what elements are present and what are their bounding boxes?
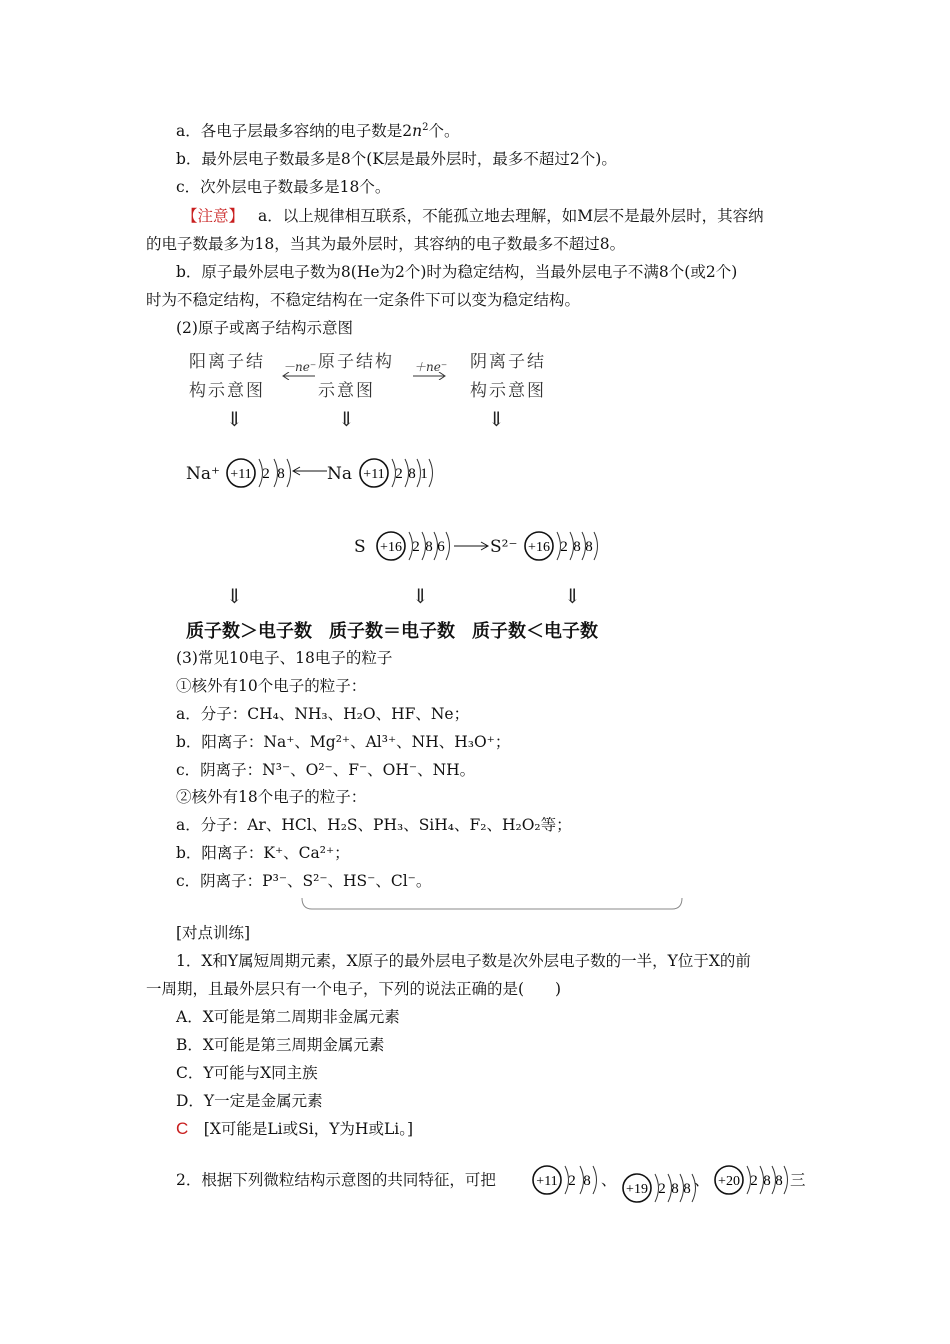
svg-text:2: 2: [395, 466, 403, 482]
section3-title: (3)常见10电子、18电子的粒子: [176, 649, 393, 667]
svg-text:2: 2: [560, 539, 568, 555]
eighteen-a: a．分子：Ar、HCl、H₂S、PH₃、SiH₄、F₂、H₂O₂等；: [176, 816, 572, 834]
svg-text:8: 8: [573, 539, 581, 555]
atom-label-1: 原子结构: [318, 352, 394, 372]
s-ion-symbol: S²⁻: [490, 537, 518, 557]
note-a-line1: a．以上规律相互联系，不能孤立地去理解，如M层不是最外层时，其容纳: [258, 207, 764, 225]
arrow-gain-label: ＋ne⁻: [414, 360, 448, 374]
anion-label-1: 阴离子结: [470, 352, 546, 372]
svg-text:8: 8: [408, 466, 416, 482]
q1-line1: 1．X和Y属短周期元素，X原子的最外层电子数是次外层电子数的一半，Y位于X的前: [176, 952, 751, 970]
ten-c: c．阴离子：N³⁻、O²⁻、F⁻、OH⁻、NH。: [176, 761, 476, 779]
down-arrow-2-atom: ⇓: [412, 584, 429, 608]
na-ion-symbol: Na⁺: [186, 464, 220, 484]
svg-text:8: 8: [671, 1181, 679, 1197]
svg-text:6: 6: [437, 539, 445, 555]
arrow-gain: [412, 372, 448, 380]
na-ion-structure: [224, 453, 294, 493]
svg-text:8: 8: [277, 466, 285, 482]
note-b-line1: b．原子最外层电子数为8(He为2个)时为稳定结构，当最外层电子不满8个(或2个): [176, 263, 738, 281]
q2-sep-2: 、: [694, 1171, 710, 1189]
q1-answer: [176, 1119, 413, 1139]
cation-label-2: 构示意图: [189, 381, 265, 401]
svg-text:8: 8: [583, 1173, 591, 1189]
q1-option-a: A．X可能是第二周期非金属元素: [176, 1008, 400, 1026]
svg-text:+16: +16: [380, 540, 402, 555]
eighteen-b: b．阳离子：K⁺、Ca²⁺；: [176, 844, 350, 862]
cmp-anion: 质子数＜电子数: [472, 621, 598, 642]
cmp-cation: 质子数＞电子数: [186, 621, 312, 642]
svg-text:2: 2: [568, 1173, 576, 1189]
atom-label-2: 示意图: [318, 381, 375, 401]
note-label: 【注意】: [182, 207, 245, 225]
svg-text:+19: +19: [626, 1182, 648, 1197]
ten-b: b．阳离子：Na⁺、Mg²⁺、Al³⁺、NH、H₃O⁺；: [176, 733, 511, 751]
q2-structure-b: [620, 1168, 702, 1208]
s-arrow: [453, 541, 493, 551]
eighteen-c: c．阴离子：P³⁻、S²⁻、HS⁻、Cl⁻。: [176, 872, 432, 890]
svg-text:+16: +16: [528, 540, 550, 555]
q1-line2: 一周期，且最外层只有一个电子，下列的说法正确的是( ): [146, 980, 562, 998]
svg-text:2: 2: [658, 1181, 666, 1197]
svg-text:8: 8: [585, 539, 593, 555]
svg-text:+11: +11: [230, 467, 252, 482]
down-arrow-cation: ⇓: [226, 407, 243, 431]
svg-text:8: 8: [775, 1173, 783, 1189]
na-atom-structure: [357, 453, 437, 493]
rule-b: b．最外层电子数最多是8个(K层是最外层时，最多不超过2个)。: [176, 150, 617, 168]
svg-text:2: 2: [262, 466, 270, 482]
q2-tail: 三: [790, 1171, 806, 1189]
s-ion-structure: [522, 526, 606, 566]
rule-a: a．各电子层最多容纳的电子数是$2n^2$个。: [176, 121, 460, 140]
cmp-atom: 质子数＝电子数: [329, 621, 455, 642]
ten-a: a．分子：CH₄、NH₃、H₂O、HF、Ne；: [176, 705, 470, 723]
down-arrow-2-cation: ⇓: [226, 584, 243, 608]
na-symbol: Na: [327, 464, 353, 484]
arrow-lose: [280, 372, 316, 380]
cation-label-1: 阳离子结: [189, 352, 265, 372]
eighteen-title: ②核外有18个电子的粒子：: [176, 788, 367, 806]
ten-title: ①核外有10个电子的粒子：: [176, 677, 367, 695]
q1-answer-explain: [X可能是Li或Si，Y为H或Li。]: [203, 1120, 414, 1138]
down-arrow-2-anion: ⇓: [564, 584, 581, 608]
svg-text:8: 8: [425, 539, 433, 555]
down-arrow-anion: ⇓: [488, 407, 505, 431]
arrow-lose-label: －ne⁻: [283, 360, 317, 374]
q2-structure-c: [712, 1160, 794, 1200]
q1-option-b: B．X可能是第三周期金属元素: [176, 1036, 385, 1054]
svg-text:2: 2: [750, 1173, 758, 1189]
practice-heading: [对点训练]: [176, 924, 251, 942]
s-atom-structure: [374, 526, 458, 566]
q1-option-d: D．Y一定是金属元素: [176, 1092, 323, 1110]
q2-text: 2．根据下列微粒结构示意图的共同特征，可把: [176, 1171, 496, 1189]
svg-text:+20: +20: [718, 1174, 740, 1189]
rule-c: c．次外层电子数最多是18个。: [176, 178, 391, 196]
s-symbol: S: [354, 537, 366, 557]
anion-label-2: 构示意图: [470, 381, 546, 401]
note-a-line2: 的电子数最多为18，当其为最外层时，其容纳的电子数最多不超过8。: [146, 235, 626, 253]
q1-answer-letter: C: [176, 1119, 189, 1138]
svg-text:8: 8: [763, 1173, 771, 1189]
svg-text:8: 8: [683, 1181, 691, 1197]
q2-structure-a: [530, 1160, 600, 1200]
svg-text:+11: +11: [536, 1174, 558, 1189]
svg-text:+11: +11: [363, 467, 385, 482]
bottom-bracket: [300, 897, 684, 913]
section2-title: (2)原子或离子结构示意图: [176, 319, 353, 337]
note-b-line2: 时为不稳定结构，不稳定结构在一定条件下可以变为稳定结构。: [146, 291, 581, 309]
svg-text:2: 2: [412, 539, 420, 555]
down-arrow-atom: ⇓: [338, 407, 355, 431]
q1-option-c: C．Y可能与X同主族: [176, 1064, 318, 1082]
na-arrow: [290, 466, 328, 476]
svg-text:1: 1: [420, 466, 428, 482]
q2-sep-1: 、: [601, 1171, 617, 1189]
